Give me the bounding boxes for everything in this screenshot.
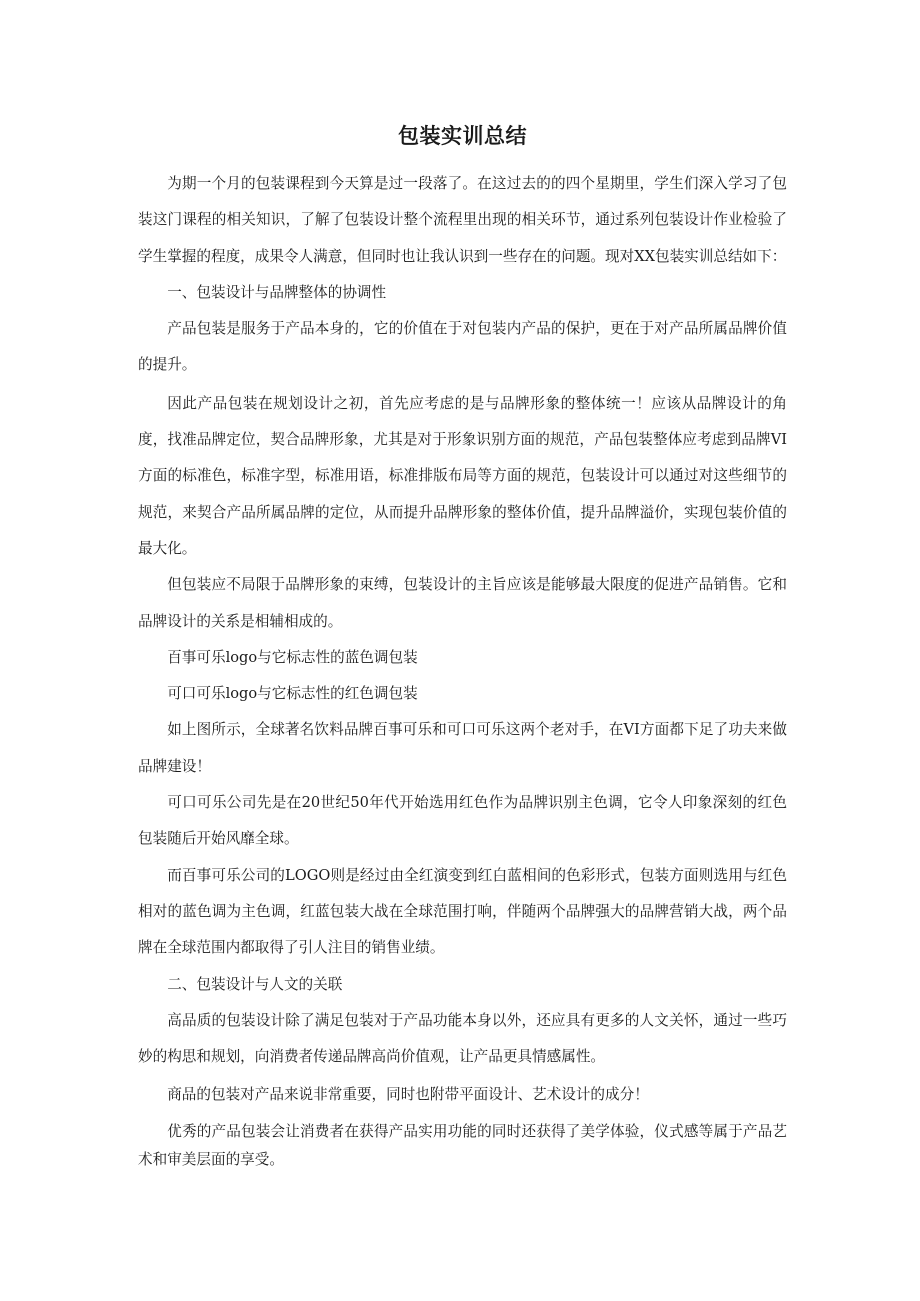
document-title: 包装实训总结 <box>398 124 527 148</box>
paragraph: 但包装应不局限于品牌形象的束缚，包装设计的主旨应该是能够最大限度的促进产品销售。它和品牌设计的关系是相辅相成的。 <box>138 576 787 630</box>
paragraph: 优秀的产品包装会让消费者在获得产品实用功能的同时还获得了美学体验，仪式感等属于产品艺术和审美层面的享受。 <box>138 1122 787 1168</box>
image-caption-pepsi: 百事可乐logo与它标志性的蓝色调包装 <box>167 648 418 666</box>
paragraph-intro: 为期一个月的包装课程到今天算是过一段落了。在这过去的的四个星期里，学生们深入学习了包装这门课程的相关知识，了解了包装设计整个流程里出现的相关环节，通过系列包装设计作业检验了学生掌握的程度，成果令人满意，但同时也让我认识到一些存在的问题。现对XX包装实训总结如下： <box>138 175 787 265</box>
section-heading-1: 一、包装设计与品牌整体的协调性 <box>167 283 387 301</box>
paragraph: 产品包装是服务于产品本身的，它的价值在于对包装内产品的保护，更在于对产品所属品牌价值的提升。 <box>138 320 787 374</box>
paragraph: 因此产品包装在规划设计之初，首先应考虑的是与品牌形象的整体统一！应该从品牌设计的角度，找准品牌定位，契合品牌形象，尤其是对于形象识别方面的规范，产品包装整体应考虑到品牌VI方面的标准色，标准字型，标准用语，标准排版布局等方面的规范，包装设计可以通过对这些细节的规范，来契合产品所属品牌的定位，从而提升品牌形象的整体价值，提升品牌溢价，实现包装价值的最大化。 <box>138 394 787 557</box>
paragraph: 可口可乐公司先是在20世纪50年代开始选用红色作为品牌识别主色调，它令人印象深刻的红色包装随后开始风靡全球。 <box>138 794 787 848</box>
section-heading-2: 二、包装设计与人文的关联 <box>167 975 343 993</box>
paragraph: 高品质的包装设计除了满足包装对于产品功能本身以外，还应具有更多的人文关怀，通过一些巧妙的构思和规划，向消费者传递品牌高尚价值观，让产品更具情感属性。 <box>138 1011 787 1066</box>
paragraph: 如上图所示，全球著名饮料品牌百事可乐和可口可乐这两个老对手，在VI方面都下足了功夫来做品牌建设！ <box>138 721 787 775</box>
paragraph: 商品的包装对产品来说非常重要，同时也附带平面设计、艺术设计的成分！ <box>167 1086 649 1104</box>
image-caption-coca-cola: 可口可乐logo与它标志性的红色调包装 <box>167 685 418 703</box>
paragraph: 而百事可乐公司的LOGO则是经过由全红演变到红白蓝相间的色彩形式，包装方面则选用与红色相对的蓝色调为主色调，红蓝包装大战在全球范围打响，伴随两个品牌强大的品牌营销大战，两个品牌在全球范围内都取得了引人注目的销售业绩。 <box>138 866 787 957</box>
